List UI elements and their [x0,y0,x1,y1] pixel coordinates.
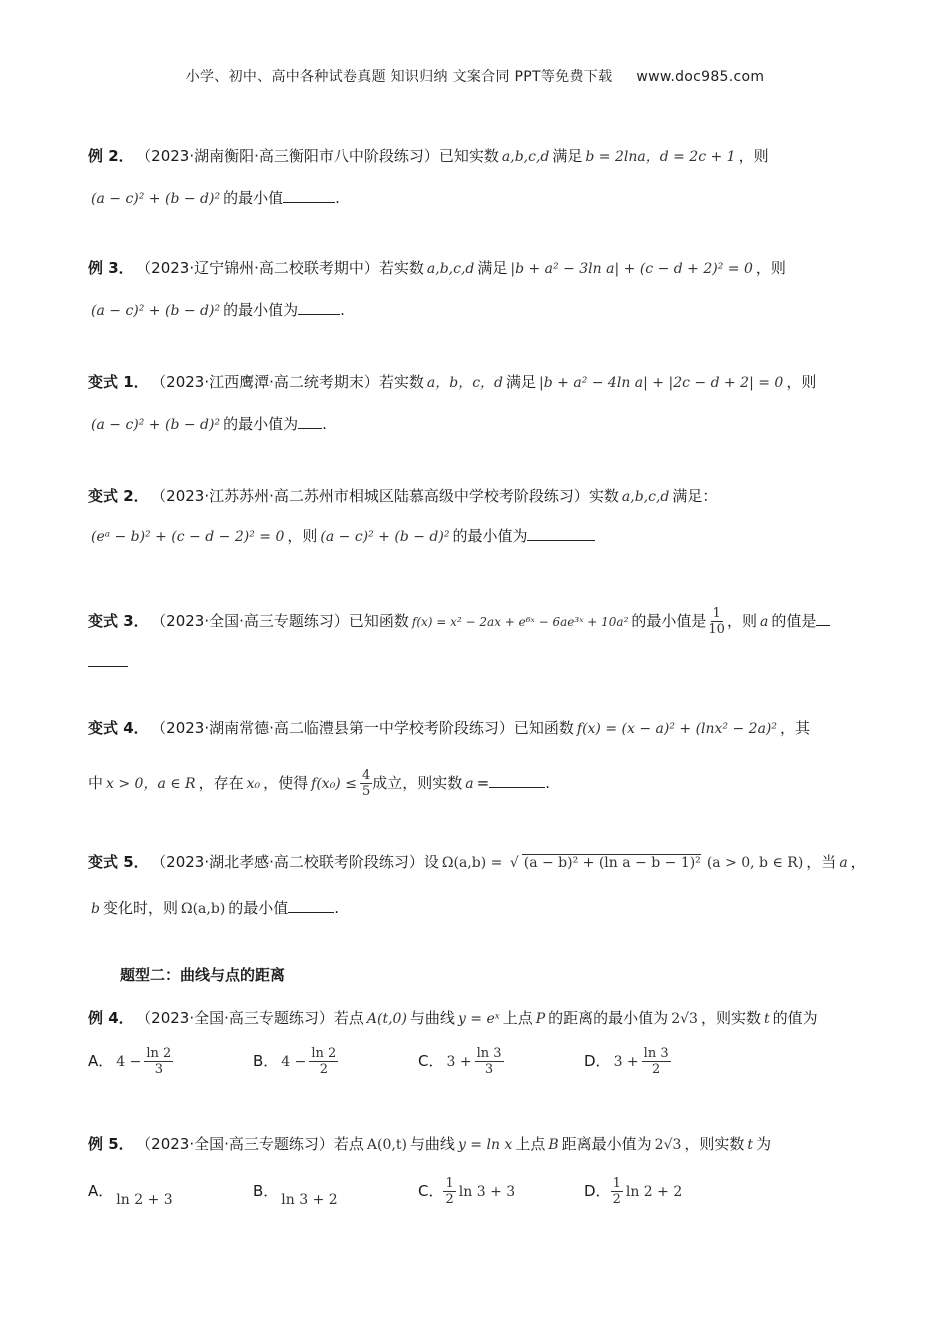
option-a[interactable]: A． 4 − $\frac{\ln 2}{3}$ [88,1046,172,1077]
header-text: 小学、初中、高中各种试卷真题 知识归纳 文案合同 PPT等免费下载 [185,69,613,85]
problem-label: 变式 1． [88,373,149,391]
problem-var3-line1: 变式 3． （2023·全国·高三专题练习）已知函数 f(x) = x² − 2ax + e⁶ˣ − 6ae³ˣ + 10a² 的最小值是 $\frac{1}{10}$ ，则 a 的值是 [88,606,830,637]
problem-var1-line2: (a − c)² + (b − d)² 的最小值为 . [88,412,327,437]
option-c[interactable]: C． $\frac{1}{2}$ ln 3 + 3 [418,1176,516,1207]
fraction: $\frac{1}{10}$ [708,606,725,637]
problem-ex5-line1: 例 5． （2023·全国·高三专题练习）若点 A(0,t) 与曲线 y = ln x 上点 B 距离最小值为 2√3 ，则实数 t 为 [88,1135,772,1153]
option-c[interactable]: C． 3 + $\frac{\ln 3}{3}$ [418,1046,502,1077]
problem-label: 例 3． [88,259,134,277]
problem-label: 例 2． [88,147,134,165]
page-header [0,66,950,86]
problem-ex3-line1: 例 3． （2023·辽宁锦州·高二校联考期中）若实数 a,b,c,d 满足 |b + a² − 3ln a| + (c − d + 2)² = 0 ，则 [88,259,786,277]
option-b[interactable]: B． 4 − $\frac{\ln 2}{2}$ [253,1046,337,1077]
section-title: 题型二：曲线与点的距离 [120,966,286,984]
answer-blank[interactable] [527,524,595,541]
problem-var5-line1: 变式 5． （2023·湖北孝感·高二校联考阶段练习）设 Ω(a,b) = √ (a − b)² + (ln a − b − 1)² (a > 0, b ∈ R) ，当 a ， [88,853,866,871]
answer-blank[interactable] [298,298,340,315]
problem-var4-line2: 中 x > 0，a ∈ R ，存在 x₀ ，使得 f(x₀) ≤ $\frac{4}{5}$ 成立，则实数 a = . [88,768,550,799]
problem-var3-line2 [88,650,128,674]
problem-var2-line1: 变式 2． （2023·江苏苏州·高二苏州市相城区陆慕高级中学校考阶段练习）实数 a,b,c,d 满足： [88,487,718,505]
problem-label: 例 4． [88,1009,134,1027]
problem-label: 变式 4． [88,719,149,737]
problem-ex2-line1: 例 2． （2023·湖南衡阳·高三衡阳市八中阶段练习）已知实数 a,b,c,d 满足 b = 2lna，d = 2c + 1 ，则 [88,147,769,165]
answer-blank[interactable] [298,412,322,429]
option-b[interactable]: B． ln 3 + 2 [253,1182,338,1208]
problem-label: 变式 5． [88,853,149,871]
problem-ex4-line1: 例 4． （2023·全国·高三专题练习）若点 A(t,0) 与曲线 y = eˣ 上点 P 的距离的最小值为 2√3 ，则实数 t 的值为 [88,1009,818,1027]
problem-var2-line2: (eᵃ − b)² + (c − d − 2)² = 0 ，则 (a − c)² + (b − d)² 的最小值为 [88,524,595,549]
fraction: $\frac{4}{5}$ [361,768,371,799]
problem-ex2-line2: (a − c)² + (b − d)² 的最小值 . [88,186,340,211]
problem-label: 变式 3． [88,612,149,630]
answer-blank[interactable] [283,186,335,203]
answer-blank[interactable] [816,609,830,626]
answer-blank[interactable] [288,896,334,913]
problem-var1-line1: 变式 1． （2023·江西鹰潭·高二统考期末）若实数 a，b，c，d 满足 |b + a² − 4ln a| + |2c − d + 2| = 0 ，则 [88,373,817,391]
problem-var5-line2: b 变化时，则 Ω(a,b) 的最小值 . [88,896,339,921]
problem-var4-line1: 变式 4． （2023·湖南常德·高二临澧县第一中学校考阶段练习）已知函数 f(x) = (x − a)² + (lnx² − 2a)² ，其 [88,719,811,737]
answer-blank[interactable] [489,771,545,788]
problem-label: 例 5． [88,1135,134,1153]
option-a[interactable]: A． ln 2 + 3 [88,1182,173,1208]
problem-label: 变式 2． [88,487,149,505]
option-d[interactable]: D． $\frac{1}{2}$ ln 2 + 2 [584,1176,683,1207]
header-url[interactable]: www.doc985.com [636,69,765,85]
option-d[interactable]: D． 3 + $\frac{\ln 3}{2}$ [584,1046,669,1077]
answer-blank-continued[interactable] [88,650,128,667]
problem-ex3-line2: (a − c)² + (b − d)² 的最小值为 . [88,298,345,323]
